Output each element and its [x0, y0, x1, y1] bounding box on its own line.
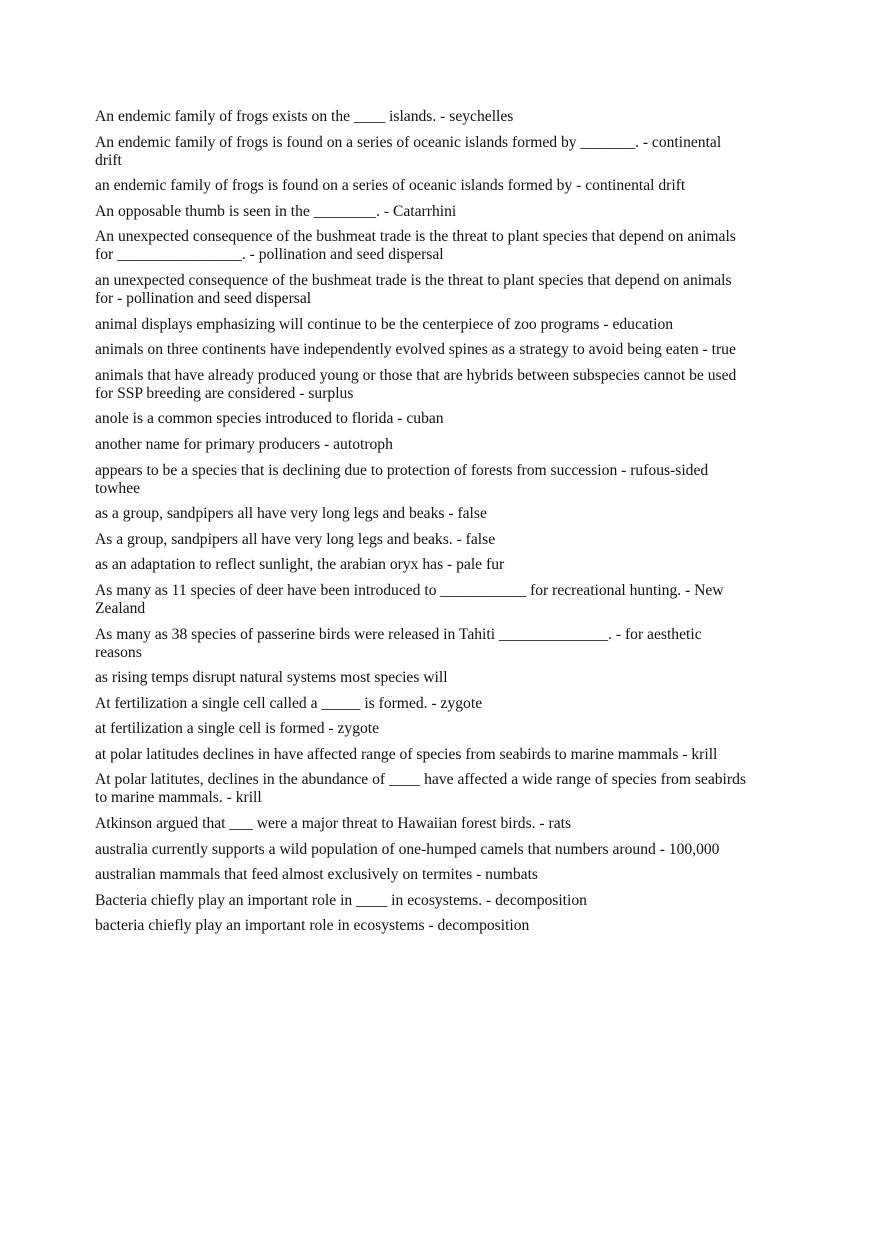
list-item: An unexpected consequence of the bushmeat trade is the threat to plant species that depend on animals for ________________. - pollination and seed dispersal: [95, 228, 736, 264]
list-item: anole is a common species introduced to florida - cuban: [95, 410, 444, 428]
list-item: An endemic family of frogs exists on the ____ islands. - seychelles: [95, 108, 514, 125]
list-item: another name for primary producers - autotroph: [95, 435, 393, 453]
list-item: An opposable thumb is seen in the ________. - Catarrhini: [95, 202, 457, 220]
list-item: animal displays emphasizing will continue to be the centerpiece of zoo programs - education: [95, 315, 674, 333]
list-item: At polar latitutes, declines in the abundance of ____ have affected a wide range of species from seabirds to marine mammals. - krill: [95, 771, 746, 807]
list-item: as an adaptation to reflect sunlight, the arabian oryx has - pale fur: [95, 556, 505, 574]
flashcard-list: [95, 108, 750, 943]
list-item: appears to be a species that is declining due to protection of forests from succession - rufous-sided towhee: [95, 461, 709, 497]
list-item: at fertilization a single cell is formed - zygote: [95, 720, 380, 738]
list-item: As many as 38 species of passerine birds were released in Tahiti ______________. - for aesthetic reasons: [95, 625, 702, 661]
list-item: At fertilization a single cell called a _____ is formed. - zygote: [95, 694, 483, 712]
list-item: Atkinson argued that ___ were a major threat to Hawaiian forest birds. - rats: [95, 815, 572, 833]
list-item: animals that have already produced young or those that are hybrids between subspecies cannot be used for SSP breeding are considered - surplus: [95, 366, 737, 402]
list-item: at polar latitudes declines in have affected range of species from seabirds to marine mammals - krill: [95, 745, 718, 763]
list-item: bacteria chiefly play an important role in ecosystems - decomposition: [95, 917, 530, 935]
list-item: as rising temps disrupt natural systems most species will: [95, 669, 448, 687]
list-item: an unexpected consequence of the bushmeat trade is the threat to plant species that depend on animals for - pollination and seed dispersal: [95, 271, 732, 307]
list-item: australia currently supports a wild population of one-humped camels that numbers around - 100,000: [95, 840, 720, 858]
list-item: as a group, sandpipers all have very long legs and beaks - false: [95, 505, 487, 523]
list-item: australian mammals that feed almost exclusively on termites - numbats: [95, 866, 539, 884]
list-item: animals on three continents have independently evolved spines as a strategy to avoid being eaten - true: [95, 341, 736, 359]
list-item: As a group, sandpipers all have very long legs and beaks. - false: [95, 530, 496, 548]
list-item: As many as 11 species of deer have been introduced to ___________ for recreational hunting. - New Zealand: [95, 581, 724, 617]
list-item: an endemic family of frogs is found on a series of oceanic islands formed by - continental drift: [95, 177, 686, 195]
list-item: Bacteria chiefly play an important role in ____ in ecosystems. - decomposition: [95, 891, 587, 909]
list-item: An endemic family of frogs is found on a series of oceanic islands formed by _______. - continental drift: [95, 133, 722, 169]
